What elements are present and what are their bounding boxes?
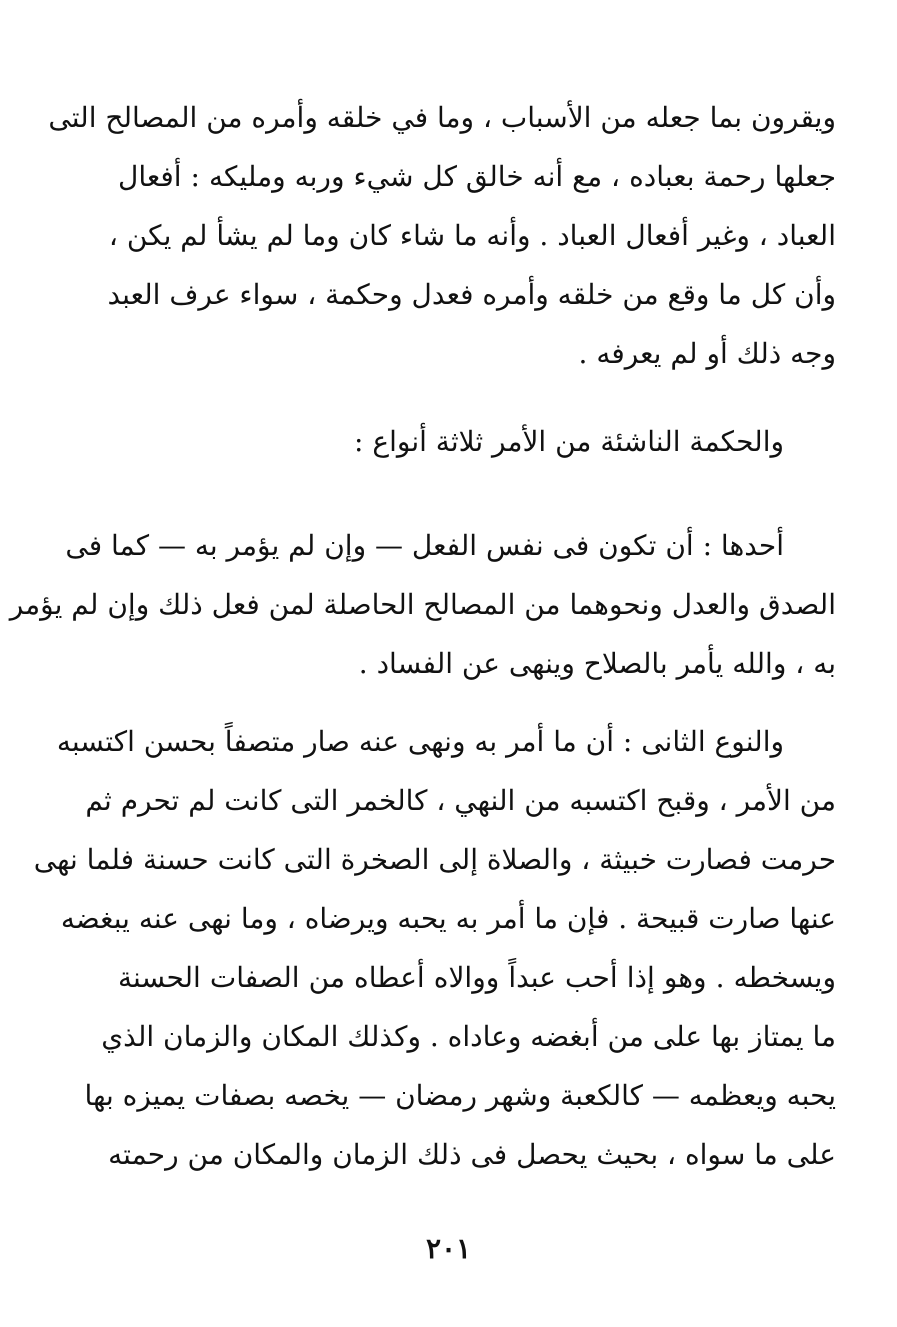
page-number: ٢٠١ <box>425 1232 472 1265</box>
paragraph-3 <box>9 516 836 693</box>
paragraph-4 <box>33 712 836 1184</box>
text-line: والحكمة الناشئة من الأمر ثلاثة أنواع : <box>354 425 784 458</box>
text-line: العباد ، وغير أفعال العباد . وأنه ما شاء كان وما لم يشأ لم يكن ، <box>108 219 836 252</box>
text-line: وأن كل ما وقع من خلقه وأمره فعدل وحكمة ، سواء عرف العبد <box>107 278 836 311</box>
paragraph-2 <box>118 412 836 471</box>
text-line: وجه ذلك أو لم يعرفه . <box>578 337 836 370</box>
text-line: الصدق والعدل ونحوهما من المصالح الحاصلة لمن فعل ذلك وإن لم يؤمر <box>9 588 836 621</box>
text-line: به ، والله يأمر بالصلاح وينهى عن الفساد . <box>358 647 836 680</box>
text-line: ويقرون بما جعله من الأسباب ، وما في خلقه وأمره من المصالح التى <box>48 101 836 134</box>
text-line: على ما سواه ، بحيث يحصل فى ذلك الزمان والمكان من رحمته <box>108 1138 836 1171</box>
text-line: ويسخطه . وهو إذا أحب عبداً ووالاه أعطاه من الصفات الحسنة <box>118 961 836 994</box>
text-line: جعلها رحمة بعباده ، مع أنه خالق كل شيء وربه ومليكه : أفعال <box>118 160 836 193</box>
text-line: من الأمر ، وقبح اكتسبه من النهي ، كالخمر التى كانت لم تحرم ثم <box>85 784 836 817</box>
text-line: حرمت فصارت خبيثة ، والصلاة إلى الصخرة التى كانت حسنة فلما نهى <box>33 843 836 876</box>
text-line: عنها صارت قبيحة . فإن ما أمر به يحبه ويرضاه ، وما نهى عنه يبغضه <box>60 902 836 935</box>
text-line: والنوع الثانى : أن ما أمر به ونهى عنه صار متصفاً بحسن اكتسبه <box>56 725 784 758</box>
text-line: يحبه ويعظمه — كالكعبة وشهر رمضان — يخصه بصفات يميزه بها <box>84 1079 836 1112</box>
text-line: أحدها : أن تكون فى نفس الفعل — وإن لم يؤمر به — كما فى <box>65 529 784 562</box>
paragraph-1 <box>48 88 836 383</box>
text-line: ما يمتاز بها على من أبغضه وعاداه . وكذلك المكان والزمان الذي <box>101 1020 836 1053</box>
